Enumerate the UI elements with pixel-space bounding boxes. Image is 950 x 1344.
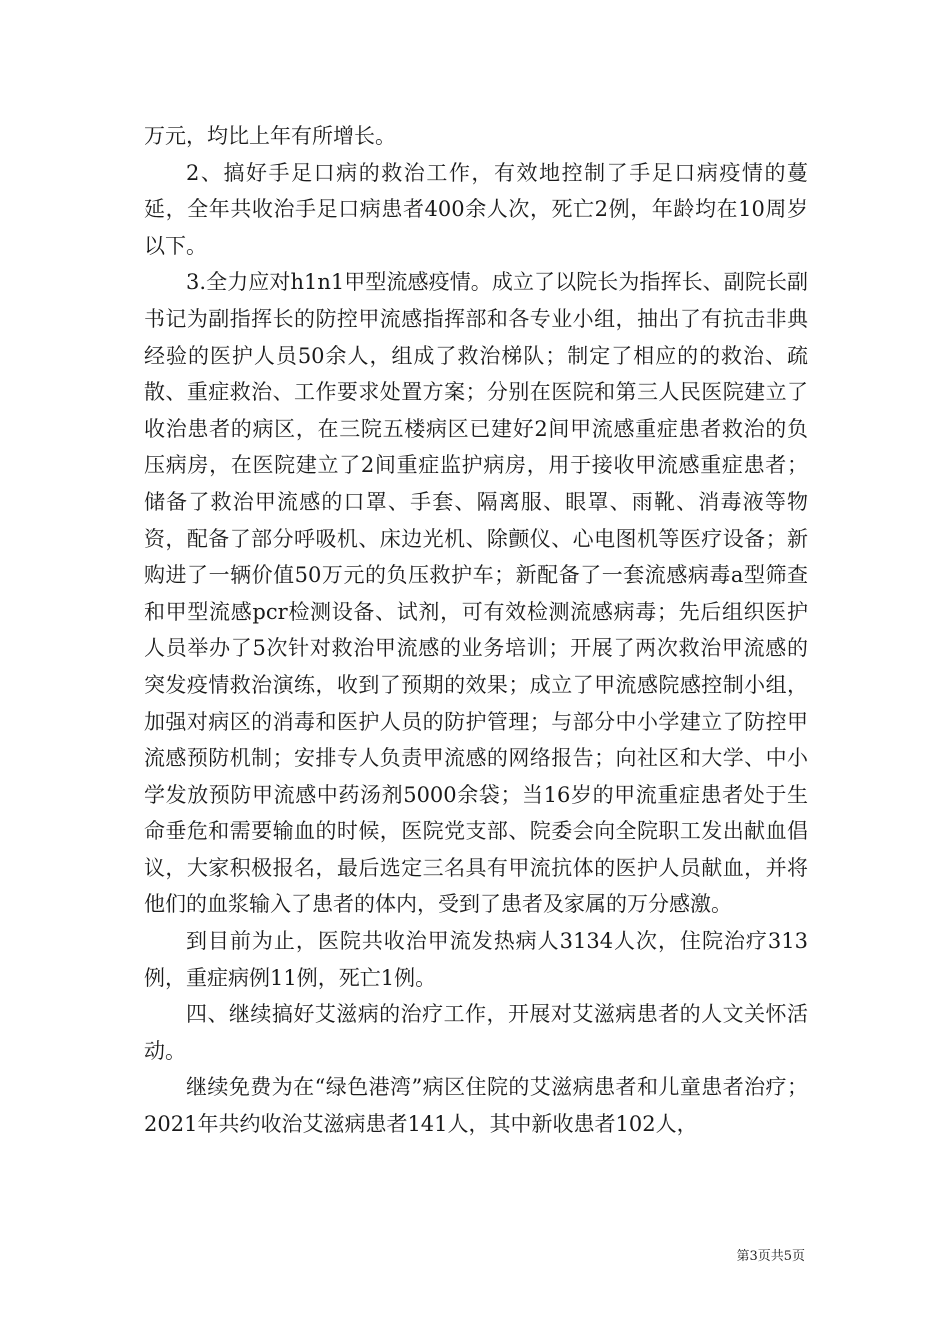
paragraph-h1n1-response: 3.全力应对h1n1甲型流感疫情。成立了以院长为指挥长、副院长副书记为副指挥长的防控甲流感指挥部和各专业小组，抽出了有抗击非典经验的医护人员50余人，组成了救治梯队；制定了相应的的救治、疏散、重症救治、工作要求处置方案；分别在医院和第三人民医院建立了收治患者的病区，在三院五楼病区已建好2间甲流感重症患者救治的负压病房，在医院建立了2间重症监护病房，用于接收甲流感重症患者；储备了救治甲流感的口罩、手套、隔离服、眼罩、雨靴、消毒液等物资，配备了部分呼吸机、床边光机、除颤仪、心电图机等医疗设备；新购进了一辆价值50万元的负压救护车；新配备了一套流感病毒a型筛查和甲型流感pcr检测设备、试剂，可有效检测流感病毒；先后组织医护人员举办了5次针对救治甲流感的业务培训；开展了两次救治甲流感的突发疫情救治演练，收到了预期的效果；成立了甲流感院感控制小组，加强对病区的消毒和医护人员的防护管理；与部分中小学建立了防控甲流感预防机制；安排专人负责甲流感的网络报告；向社区和大学、中小学发放预防甲流感中药汤剂5000余袋；当16岁的甲流重症患者处于生命垂危和需要输血的时候，医院党支部、院委会向全院职工发出献血倡议，大家积极报名，最后选定三名具有甲流抗体的医护人员献血，并将他们的血浆输入了患者的体内，受到了患者及家属的万分感激。 (144, 270, 808, 917)
paragraph-continuation: 万元，均比上年有所增长。 (144, 124, 396, 148)
paragraph-hand-foot-mouth: 2、搞好手足口病的救治工作，有效地控制了手足口病疫情的蔓延，全年共收治手足口病患者400余人次，死亡2例，年龄均在10周岁以下。 (144, 160, 808, 258)
paragraph-h1n1-statistics: 到目前为止，医院共收治甲流发热病人3134人次，住院治疗313例，重症病例11例，死亡1例。 (144, 929, 808, 990)
page-number: 第3页共5页 (736, 1249, 805, 1264)
paragraph-aids-treatment: 继续免费为在“绿色港湾”病区住院的艾滋病患者和儿童患者治疗；2021年共约收治艾滋病患者141人，其中新收患者102人， (144, 1075, 808, 1137)
document-body (144, 118, 808, 1143)
paragraph-aids-heading: 四、继续搞好艾滋病的治疗工作，开展对艾滋病患者的人文关怀活动。 (144, 1002, 808, 1063)
